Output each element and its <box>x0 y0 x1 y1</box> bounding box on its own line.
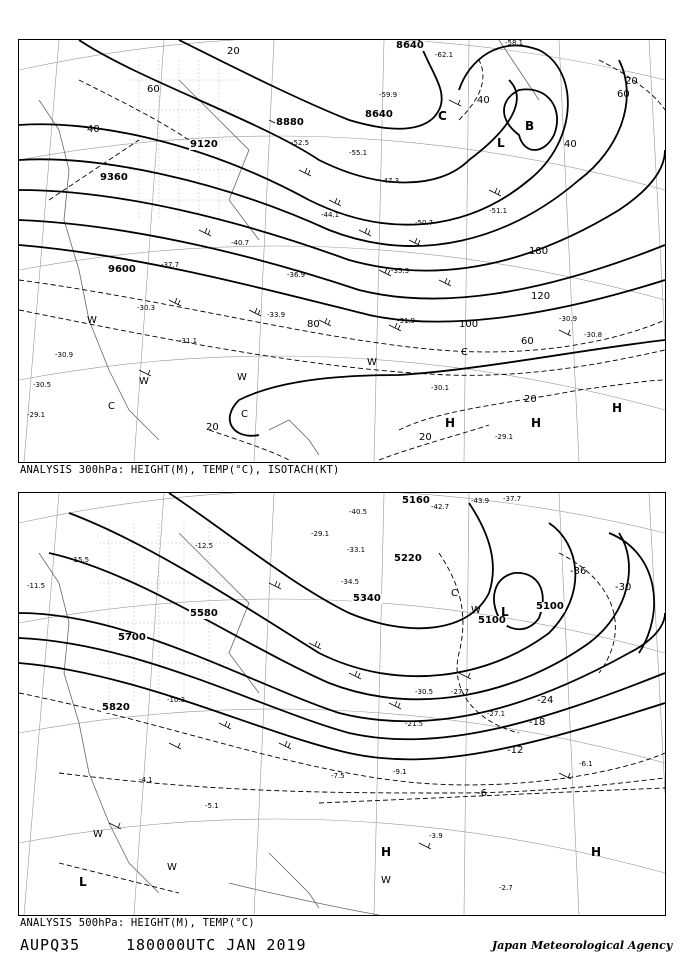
temp-value: -31.1 <box>179 337 198 345</box>
cold-center-marker: C <box>461 347 468 358</box>
temp-value: -30.9 <box>559 315 578 323</box>
caption-300hpa: ANALYSIS 300hPa: HEIGHT(M), TEMP(°C), ISOTACH(KT) <box>20 464 340 476</box>
high-center-marker: H <box>381 845 392 859</box>
chart-code: AUPQ35 <box>20 936 81 954</box>
temp-value: -29.1 <box>27 411 46 419</box>
temp-value: -40.5 <box>349 508 368 516</box>
map-300hpa <box>19 40 665 462</box>
temp-value: -27.1 <box>487 710 506 718</box>
contour-label: 5220 <box>394 553 422 564</box>
temp-value: -52.5 <box>291 139 310 147</box>
contour-label: 9120 <box>190 139 218 150</box>
temp-value: -50.7 <box>415 219 434 227</box>
caption-500hpa: ANALYSIS 500hPa: HEIGHT(M), TEMP(°C) <box>20 917 255 929</box>
temp-value: -7.5 <box>331 772 345 780</box>
isotach-label: 120 <box>531 291 551 302</box>
contour-label: 8640 <box>365 109 393 120</box>
contour-label: 5340 <box>353 593 381 604</box>
temp-value: -29.1 <box>495 433 514 441</box>
cold-center-marker: C <box>108 401 115 412</box>
cold-center-marker: C <box>438 109 447 123</box>
temp-value: -44.1 <box>321 211 340 219</box>
temp-value: -47.3 <box>381 177 400 185</box>
isotachs <box>19 60 665 460</box>
isotherm-label: -18 <box>529 717 546 728</box>
contour-label: 5100 <box>536 601 564 612</box>
height-contours <box>19 40 665 436</box>
isotach-label: 20 <box>524 394 537 405</box>
temp-value: -30.5 <box>415 688 434 696</box>
panel-500hpa <box>18 492 666 916</box>
temp-value: -30.1 <box>431 384 450 392</box>
cold-center-marker: C <box>451 588 458 599</box>
temp-value: -62.1 <box>435 51 454 59</box>
temp-value: -27.7 <box>451 688 470 696</box>
isotherm-label: -6 <box>477 788 487 799</box>
contour-label: 8880 <box>276 117 304 128</box>
high-center-marker: H <box>531 416 542 430</box>
contour-label: 5160 <box>402 495 430 506</box>
temp-value: -40.7 <box>231 239 250 247</box>
temp-value: -42.7 <box>431 503 450 511</box>
temp-value: -30.3 <box>137 304 156 312</box>
contour-label: 9600 <box>108 264 136 275</box>
temp-value: -11.5 <box>27 582 46 590</box>
contour-label: 9360 <box>100 172 128 183</box>
center-marker: B <box>525 119 535 133</box>
warm-center-marker: W <box>139 376 149 387</box>
temp-value: -30.5 <box>33 381 52 389</box>
temp-value: -33.9 <box>267 311 286 319</box>
contour-label: 5100 <box>478 615 506 626</box>
height-contours <box>19 493 665 759</box>
temp-value: -6.1 <box>579 760 593 768</box>
low-center-marker: L <box>497 136 505 150</box>
isotherm-label: -24 <box>537 695 554 706</box>
contour-label: 5580 <box>190 608 218 619</box>
temp-value: -37.7 <box>503 495 522 503</box>
agency-name: Japan Meteorological Agency <box>492 939 673 952</box>
isotach-label: 60 <box>617 89 630 100</box>
isotach-label: 20 <box>206 422 219 433</box>
isotach-label: 20 <box>419 432 432 443</box>
temp-value: -35.3 <box>391 267 410 275</box>
isotach-label: 80 <box>307 319 320 330</box>
coastline <box>39 530 379 915</box>
isotach-label: 20 <box>625 76 638 87</box>
contour-label: 8640 <box>396 40 424 51</box>
isotach-label: 40 <box>564 139 577 150</box>
temp-value: -4.1 <box>139 776 153 784</box>
contour-label: 5700 <box>118 632 146 643</box>
temp-value: -10.3 <box>167 696 186 704</box>
high-center-marker: H <box>445 416 456 430</box>
temp-value: -33.1 <box>347 546 366 554</box>
chart-valid-time: 180000UTC JAN 2019 <box>126 936 307 954</box>
warm-center-marker: W <box>381 875 391 886</box>
contour-label: 5820 <box>102 702 130 713</box>
isotach-label: 100 <box>459 319 479 330</box>
warm-center-marker: W <box>93 829 103 840</box>
high-center-marker: H <box>591 845 602 859</box>
temp-value: -51.1 <box>489 207 508 215</box>
warm-center-marker: W <box>367 357 377 368</box>
temp-value: -55.1 <box>349 149 368 157</box>
isotach-label: 20 <box>227 46 240 57</box>
panel-300hpa <box>18 39 666 463</box>
high-center-marker: H <box>612 401 623 415</box>
isotherm-label: -36 <box>570 566 587 577</box>
temp-hatch <box>129 60 239 220</box>
isotherm-label: -30 <box>615 582 632 593</box>
isotherm-label: -12 <box>507 745 524 756</box>
isotach-label: 40 <box>477 95 490 106</box>
temp-value: -30.8 <box>584 331 603 339</box>
temp-value: -21.5 <box>405 720 424 728</box>
temp-value: -59.9 <box>379 91 398 99</box>
temp-value: -2.7 <box>499 884 513 892</box>
warm-center-marker: W <box>237 372 247 383</box>
temp-value: -30.9 <box>55 351 74 359</box>
isotach-label: 180 <box>529 246 549 257</box>
temp-value: -34.5 <box>341 578 360 586</box>
temp-value: -31.9 <box>397 317 416 325</box>
temp-value: -36.9 <box>287 271 306 279</box>
isotherms <box>19 553 665 893</box>
isotach-label: 60 <box>147 84 160 95</box>
warm-center-marker: W <box>167 862 177 873</box>
temp-value: -5.1 <box>205 802 219 810</box>
temp-value: -29.1 <box>311 530 330 538</box>
temp-value: -9.1 <box>393 768 407 776</box>
temp-value: -43.9 <box>471 497 490 505</box>
warm-center-marker: W <box>471 605 481 616</box>
temp-value: -58.1 <box>505 39 524 47</box>
low-center-marker: L <box>79 875 87 889</box>
temp-value: -3.9 <box>429 832 443 840</box>
low-center-marker: L <box>501 605 509 619</box>
cold-center-marker: C <box>241 409 248 420</box>
temp-value: -12.5 <box>195 542 214 550</box>
temp-value: -37.7 <box>161 261 180 269</box>
temp-value: -15.5 <box>71 556 90 564</box>
isotach-label: 60 <box>521 336 534 347</box>
warm-center-marker: W <box>87 315 97 326</box>
isotach-label: 40 <box>87 124 100 135</box>
